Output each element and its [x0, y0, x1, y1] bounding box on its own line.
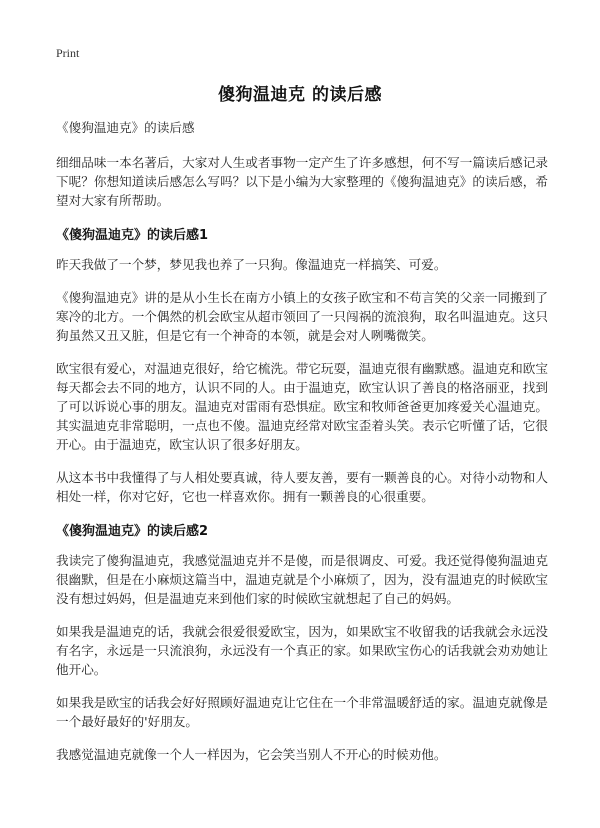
- article-body: [56, 118, 548, 778]
- paragraph: 如果我是温迪克的话，我就会很爱很爱欧宝，因为，如果欧宝不收留我的话我就会永远没有名字，永远是一只流浪狗，永远没有一个真正的家。如果欧宝伤心的话我就会劝劝她让他开心。: [56, 624, 548, 677]
- paragraph: 如果我是欧宝的话我会好好照顾好温迪克让它住在一个非常温暖舒适的家。温迪克就像是一个最好最好的'好朋友。: [56, 695, 548, 729]
- paragraph: 欧宝很有爱心，对温迪克很好，给它梳洗。带它玩耍，温迪克很有幽默感。温迪克和欧宝每天都会去不同的地方，认识不同的人。由于温迪克，欧宝认识了善良的格洛丽亚，找到了可以诉说心事的朋友。温迪克对雷雨有恐惧症。欧宝和牧师爸爸更加疼爱关心温迪克。其实温迪克非常聪明，一点也不傻。温迪克经常对欧宝歪着头笑。表示它听懂了话，它很开心。由于温迪克，欧宝认识了很多好朋友。: [56, 361, 548, 452]
- paragraph: 我感觉温迪克就像一个人一样因为，它会笑当别人不开心的时候劝他。: [56, 747, 447, 762]
- section-heading: 《傻狗温迪克》的读后感2: [56, 524, 209, 539]
- paragraph: 我读完了傻狗温迪克，我感觉温迪克并不是傻，而是很调皮、可爱。我还觉得傻狗温迪克很幽默，但是在小麻烦这篇当中，温迪克就是个小麻烦了，因为，没有温迪克的时候欧宝没有想过妈妈，但是温迪克来到他们家的时候欧宝就想起了自己的妈妈。: [56, 553, 548, 606]
- article-subtitle: 《傻狗温迪克》的读后感: [56, 120, 195, 135]
- paragraph: 昨天我做了一个梦，梦见我也养了一只狗。像温迪克一样搞笑、可爱。: [56, 257, 447, 272]
- page-title: 傻狗温迪克 的读后感: [218, 85, 382, 105]
- intro-paragraph: 细细品味一本名著后，大家对人生或者事物一定产生了许多感想，何不写一篇读后感记录下呢？你想知道读后感怎么写吗？以下是小编为大家整理的《傻狗温迪克》的读后感，希望对大家有所帮助。: [56, 155, 548, 208]
- print-link[interactable]: Print: [56, 46, 80, 60]
- section-heading: 《傻狗温迪克》的读后感1: [56, 228, 209, 243]
- paragraph: 《傻狗温迪克》讲的是从小生长在南方小镇上的女孩子欧宝和不苟言笑的父亲一同搬到了寒冷的北方。一个偶然的机会欧宝从超市领回了一只闯祸的流浪狗，取名叫温迪克。这只狗虽然又丑又脏，但是它有一个神奇的本领，就是会对人咧嘴微笑。: [56, 290, 548, 343]
- paragraph: 从这本书中我懂得了与人相处要真诚，待人要友善，要有一颗善良的心。对待小动物和人相处一样，你对它好，它也一样喜欢你。拥有一颗善良的心很重要。: [56, 470, 548, 504]
